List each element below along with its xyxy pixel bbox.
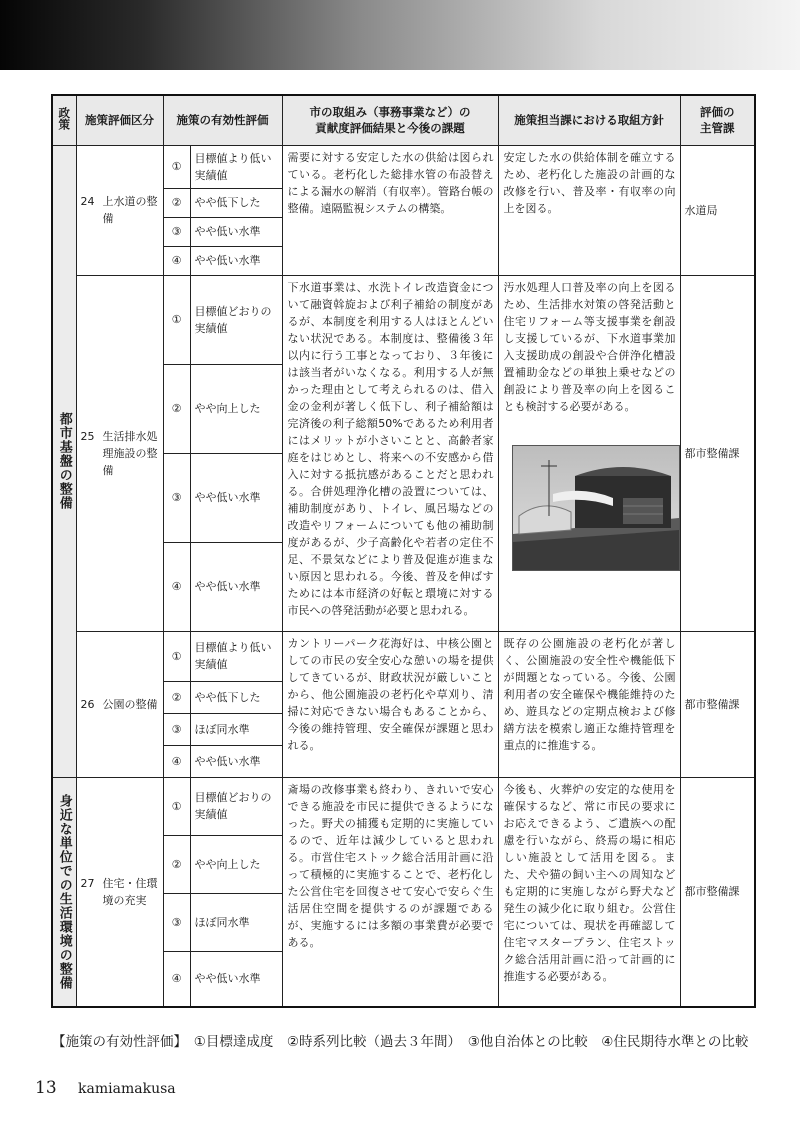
- contribution-text: 需要に対する安定した水の供給は図られている。老朽化した総排水管の布設替えによる漏水の解消（有収率）。管路台帳の整備。遠隔監視システムの構築。: [282, 145, 498, 275]
- eval-mark: ③: [163, 893, 190, 951]
- eval-text: やや低い水準: [190, 246, 282, 275]
- header-effectiveness: 施策の有効性評価: [163, 95, 282, 145]
- table-row: [52, 275, 755, 364]
- item-cell: [76, 777, 163, 1007]
- item-name: 住宅・住環境の充実: [102, 876, 158, 907]
- eval-text: 目標値どおりの実績値: [190, 275, 282, 364]
- eval-mark: ④: [163, 951, 190, 1007]
- direction-cell: [498, 275, 680, 631]
- item-name: 生活排水処理施設の整備: [102, 429, 158, 477]
- table-row: [52, 777, 755, 835]
- page-number: 13: [35, 1078, 57, 1098]
- header-category: 施策評価区分: [76, 95, 163, 145]
- eval-mark: ②: [163, 835, 190, 893]
- eval-text: 目標値より低い実績値: [190, 631, 282, 681]
- eval-mark: ②: [163, 188, 190, 217]
- eval-mark: ①: [163, 631, 190, 681]
- contribution-text: カントリーパーク花海好は、中核公園としての市民の安全安心な憩いの場を提供してきているが、財政状況が厳しいことから、他公園施設の老朽化や草刈り、清掃に対応できない場合もあることから、今後の維持管理、安全確保が課題と思われる。: [282, 631, 498, 777]
- policy-group-urban: [52, 145, 76, 777]
- header-direction: 施策担当課における取組方針: [498, 95, 680, 145]
- header-dept: 評価の 主管課: [680, 95, 755, 145]
- item-cell: [76, 631, 163, 777]
- page-footer: [35, 1078, 176, 1098]
- effectiveness-legend: 【施策の有効性評価】 ①目標達成度 ②時系列比較（過去３年間） ③他自治体との比較 ④住民期待水準との比較: [52, 1034, 749, 1050]
- eval-mark: ④: [163, 745, 190, 777]
- eval-text: やや低下した: [190, 188, 282, 217]
- eval-text: やや低下した: [190, 681, 282, 713]
- header-contribution: 市の取組み（事務事業など）の 貢献度評価結果と今後の課題: [282, 95, 498, 145]
- eval-text: やや低い水準: [190, 951, 282, 1007]
- table-row: [52, 631, 755, 681]
- eval-text: ほぼ同水準: [190, 713, 282, 745]
- item-cell: [76, 275, 163, 631]
- eval-text: 目標値より低い実績値: [190, 145, 282, 188]
- policy-evaluation-table: [51, 94, 756, 1008]
- direction-text: 安定した水の供給体制を確立するため、老朽化した施設の計画的な改修を行い、普及率・有収率の向上を図る。: [498, 145, 680, 275]
- direction-text: 今後も、火葬炉の安定的な使用を確保するなど、常に市民の要求にお応えできるよう、ご遺族への配慮を行いながら、終焉の場に相応しい施設として活用を図る。また、犬や猫の飼い主への周知なども定期的に実施しながら野犬など発生の減少化に取り組む。公営住宅については、現状を再確認して住宅マスタープラン、住宅ストック総合活用計画に沿って計画的に推進する必要がある。: [498, 777, 680, 1007]
- item-number: 27: [80, 876, 95, 890]
- direction-text: 汚水処理人口普及率の向上を図るため、生活排水対策の啓発活動と住宅リフォーム等支援事業を創設し支援しているが、下水道事業加入支援助成の創設や合併浄化槽設置補助金などの単独上乗せなどの創設により普及率の向上を図ることも検討する必要がある。: [503, 280, 676, 413]
- eval-text: やや低い水準: [190, 745, 282, 777]
- policy-group-label: 都市基盤の整備: [56, 412, 72, 510]
- eval-text: やや低い水準: [190, 542, 282, 631]
- direction-text: 既存の公園施設の老朽化が著しく、公園施設の安全性や機能低下が問題となっている。今後、公園利用者の安全確保や機能維持のため、遊具などの定期点検および修繕方法を模索し適正な維持管理を重点的に推進する。: [498, 631, 680, 777]
- item-number: 24: [80, 195, 95, 208]
- eval-mark: ①: [163, 275, 190, 364]
- dept-name: 水道局: [680, 145, 755, 275]
- eval-mark: ③: [163, 713, 190, 745]
- table-row: [52, 145, 755, 188]
- item-name: 上水道の整備: [102, 195, 158, 225]
- eval-mark: ③: [163, 453, 190, 542]
- facility-photo: [512, 445, 680, 571]
- contribution-text: 斎場の改修事業も終わり、きれいで安心できる施設を市民に提供できるようになった。野犬の捕獲も定期的に実施しているので、近年は減少していると思われる。市営住宅ストック総合活用計画に沿って積極的に実施することで、老朽化した公営住宅を回復させて安心で安らぐ生活居住空間を提供するのが課題であるが、実施するには多額の事業費が必要である。: [282, 777, 498, 1007]
- header-gradient-bar: [0, 0, 800, 70]
- eval-text: やや向上した: [190, 364, 282, 453]
- eval-text: やや低い水準: [190, 453, 282, 542]
- eval-mark: ①: [163, 145, 190, 188]
- policy-group-label: 身近な単位での生活環境の整備: [56, 793, 72, 990]
- eval-text: ほぼ同水準: [190, 893, 282, 951]
- item-name: 公園の整備: [102, 697, 158, 711]
- eval-text: 目標値どおりの実績値: [190, 777, 282, 835]
- dept-name: 都市整備課: [680, 275, 755, 631]
- item-number: 25: [80, 429, 95, 443]
- treatment-plant-image: [513, 446, 679, 570]
- eval-mark: ④: [163, 542, 190, 631]
- eval-text: やや向上した: [190, 835, 282, 893]
- item-number: 26: [80, 697, 95, 711]
- eval-mark: ①: [163, 777, 190, 835]
- dept-name: 都市整備課: [680, 777, 755, 1007]
- eval-mark: ②: [163, 364, 190, 453]
- eval-mark: ②: [163, 681, 190, 713]
- item-cell: [76, 145, 163, 275]
- table-header-row: [52, 95, 755, 145]
- eval-text: やや低い水準: [190, 217, 282, 246]
- eval-mark: ③: [163, 217, 190, 246]
- contribution-text: 下水道事業は、水洗トイレ改造資金について融資斡旋および利子補給の制度があるが、本制度を利用する人はほとんどいない状況である。本制度は、整備後３年以内に行う工事となっており、３年後には該当者がいなくなる。利用する人が無かった理由として考えられるのは、借入金の金利が著しく低下し、利子補給額は完済後の利子総額50%であるため利用者にはメリットが小さいことと、高齢者家庭をはじめとし、将来への不安感から借入に対する抵抗感があることだと思われる。合併処理浄化槽の設置については、補助制度があり、トイレ、風呂場などの改造やリフォームについても他の補助制度があるが、少子高齢化や若者の定住不足、不景気などにより普及促進が進まない原因と思われる。今後、普及を伸ばすためには本市経済の好転と環境に対する市民への啓発活動が必要と思われる。: [282, 275, 498, 631]
- magazine-name: kamiamakusa: [78, 1081, 176, 1097]
- header-policy: 政策: [52, 95, 76, 145]
- policy-group-living: [52, 777, 76, 1007]
- eval-mark: ④: [163, 246, 190, 275]
- dept-name: 都市整備課: [680, 631, 755, 777]
